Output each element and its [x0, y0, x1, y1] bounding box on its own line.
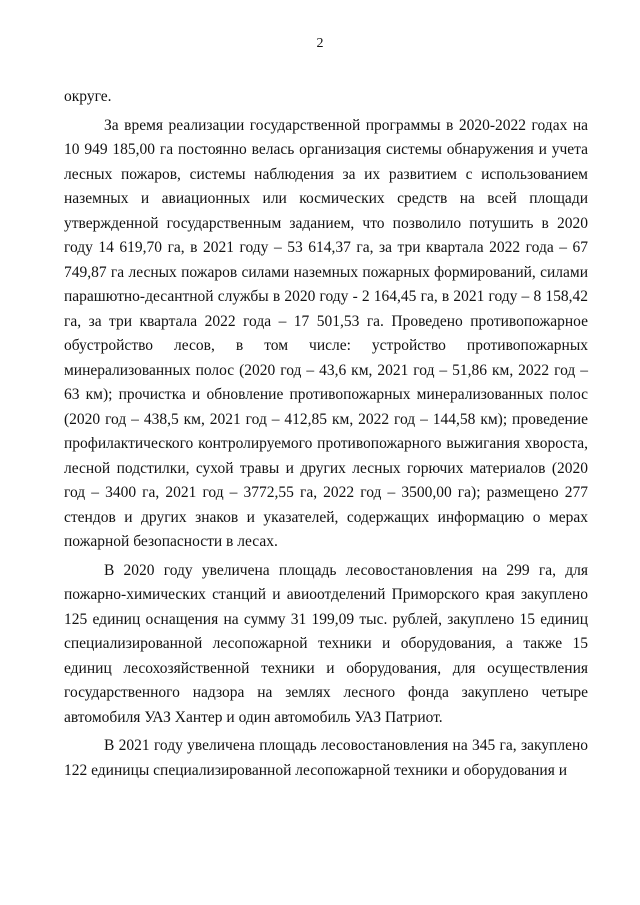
page-number: 2	[316, 36, 324, 51]
paragraph-2020: В 2020 году увеличена площадь лесовостановления на 299 га, для пожарно-химических станций и авиоотделений Приморского края закуплено 125 единиц оснащения на сумму 31 199,09 тыс. рублей, закуплено 15 единиц специализированной лесопожарной техники и оборудования, а также 15 единиц лесохозяйственной техники и оборудования, для осуществления государственного надзора на землях лесного фонда закуплено четыре автомобиля УАЗ Хантер и один автомобиль УАЗ Патриот.	[64, 561, 588, 726]
paragraph-program-results: За время реализации государственной программы в 2020-2022 годах на 10 949 185,00 га постоянно велась организация системы обнаружения и учета лесных пожаров, системы наблюдения за их развитием с использованием наземных и авиационных или космических средств на всей площади утвержденной государственным заданием, что позволило потушить в 2020 году 14 619,70 га, в 2021 году – 53 614,37 га, за три квартала 2022 года – 67 749,87 га лесных пожаров силами наземных пожарных формирований, силами парашютно-десантной службы в 2020 году - 2 164,45 га, в 2021 году – 8 158,42 га, за три квартала 2022 года – 17 501,53 га. Проведено противопожарное обустройство лесов, в том числе: устройство противопожарных минерализованных полос (2020 год – 43,6 км, 2021 год – 51,86 км, 2022 год – 63 км); прочистка и обновление противопожарных минерализованных полос (2020 год – 438,5 км, 2021 год – 412,85 км, 2022 год – 144,58 км); проведение профилактического контролируемого противопожарного выжигания хвороста, лесной подстилки, сухой травы и других лесных горючих материалов (2020 год – 3400 га, 2021 год – 3772,55 га, 2022 год – 3500,00 га); размещено 277 стендов и других знаков и указателей, содержащих информацию о мерах пожарной безопасности в лесах.	[64, 116, 588, 550]
paragraph-continuation: округе.	[64, 88, 112, 105]
document-body	[64, 85, 588, 783]
paragraph-2021: В 2021 году увеличена площадь лесовостановления на 345 га, закуплено 122 единицы специализированной лесопожарной техники и оборудования и	[64, 737, 588, 779]
